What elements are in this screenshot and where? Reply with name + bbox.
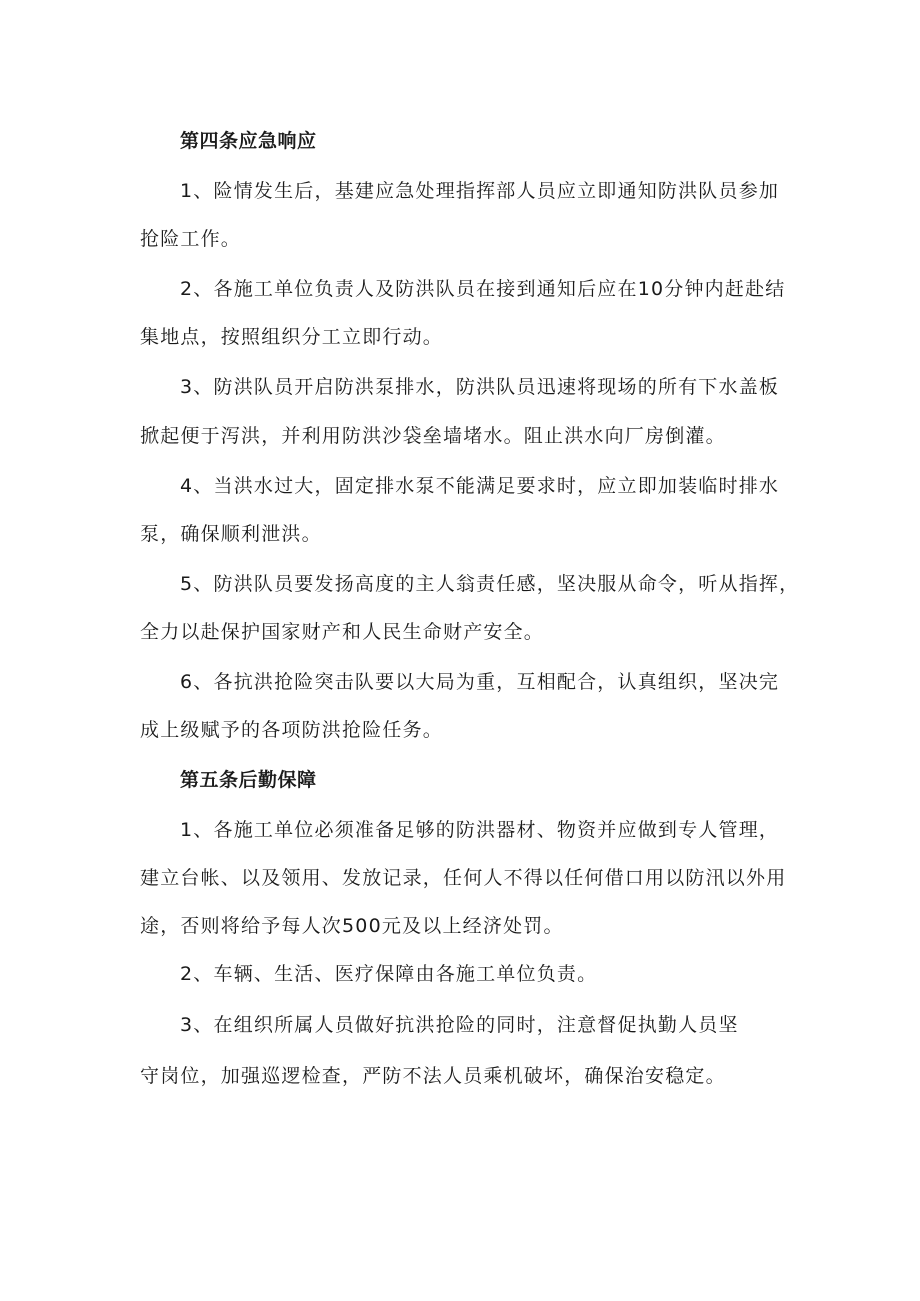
section4-item1-line1: 1、险情发生后，基建应急处理指挥部人员应立即通知防洪队员参加 <box>180 180 780 202</box>
section4-item5-line1: 5、防洪队员要发扬高度的主人翁责任感，坚决服从命令，听从指挥， <box>180 573 800 595</box>
section4-item4-line2: 泵，确保顺利泄洪。 <box>140 523 322 545</box>
section5-heading: 第五条后勤保障 <box>180 769 317 791</box>
section4-item3-line2: 掀起便于泻洪，并利用防洪沙袋垒墙堵水。阻止洪水向厂房倒灌。 <box>140 425 726 447</box>
section5-item2-line1: 2、车辆、生活、医疗保障由各施工单位负责。 <box>180 963 598 985</box>
section5-item3-line2: 守岗位，加强巡逻检查，严防不法人员乘机破坏，确保治安稳定。 <box>140 1065 726 1087</box>
section4-item1-line2: 抢险工作。 <box>140 228 242 250</box>
section4-item5-line2: 全力以赴保护国家财产和人民生命财产安全。 <box>140 621 545 643</box>
section4-item3-line1: 3、防洪队员开启防洪泵排水，防洪队员迅速将现场的所有下水盖板 <box>180 376 780 398</box>
section4-item4-line1: 4、当洪水过大，固定排水泵不能满足要求时，应立即加装临时排水 <box>180 475 780 497</box>
section5-item1-line2: 建立台帐、以及领用、发放记录，任何人不得以任何借口用以防汛以外用 <box>140 867 787 889</box>
section4-item6-line2: 成上级赋予的各项防洪抢险任务。 <box>140 719 444 741</box>
section5-item1-line1: 1、各施工单位必须准备足够的防洪器材、物资并应做到专人管理， <box>180 819 780 841</box>
section4-item2-line2: 集地点，按照组织分工立即行动。 <box>140 326 444 348</box>
section4-heading: 第四条应急响应 <box>180 130 317 152</box>
section5-item3-line1: 3、在组织所属人员做好抗洪抢险的同时，注意督促执勤人员坚 <box>180 1014 739 1036</box>
section4-item6-line1: 6、各抗洪抢险突击队要以大局为重，互相配合，认真组织，坚决完 <box>180 671 780 693</box>
section5-item1-line3: 途，否则将给予每人次500元及以上经济处罚。 <box>140 915 564 937</box>
section4-item2-line1: 2、各施工单位负责人及防洪队员在接到通知后应在10分钟内赶赴结 <box>180 278 786 300</box>
